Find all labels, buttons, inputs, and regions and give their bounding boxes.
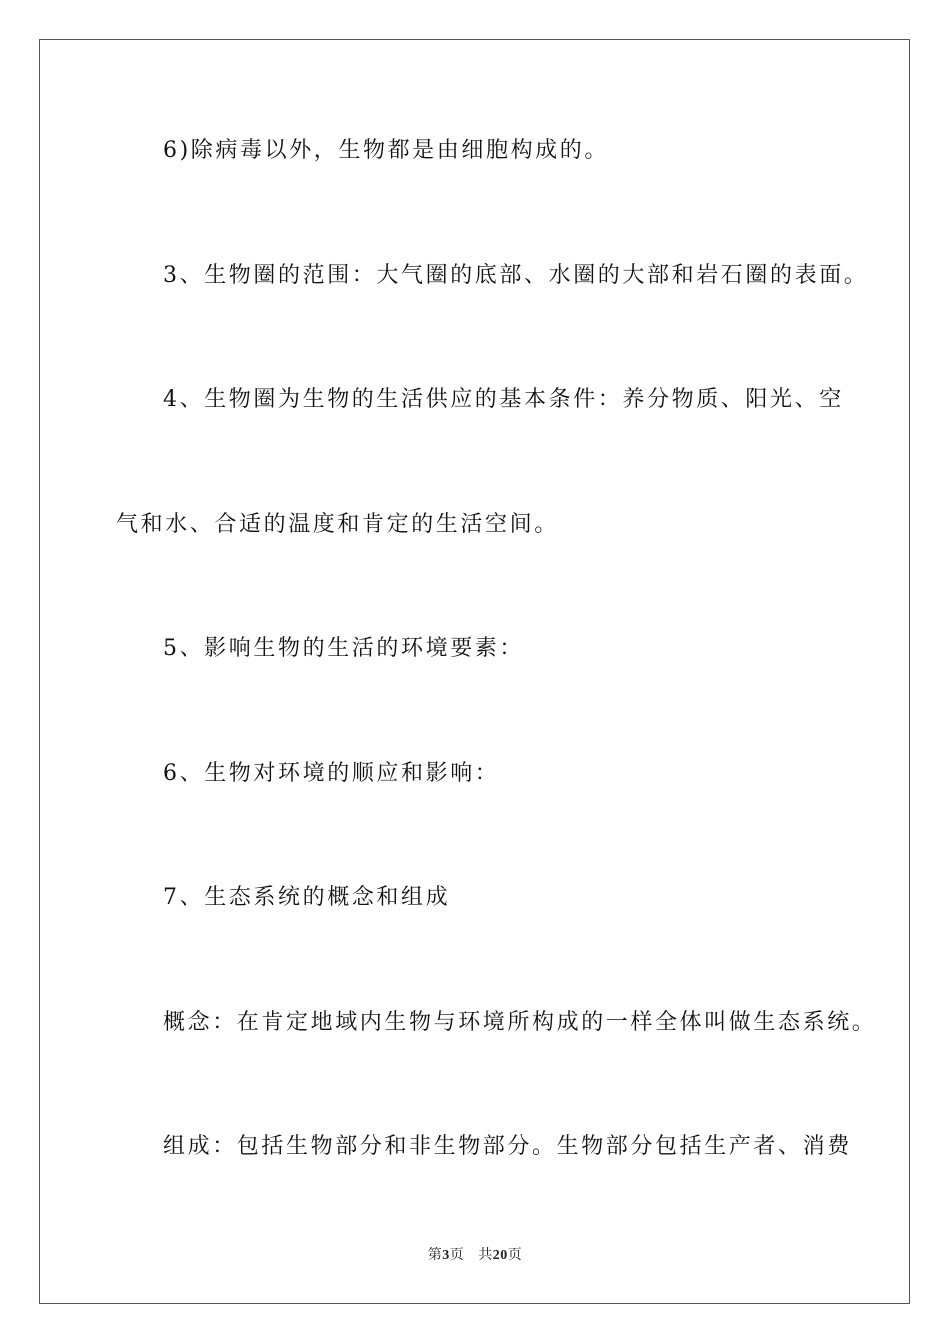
text-line-8: 概念：在肯定地域内生物与环境所构成的一样全体叫做生态系统。	[163, 1010, 877, 1035]
page-footer	[0, 1244, 950, 1264]
text-line-9: 组成：包括生物部分和非生物部分。生物部分包括生产者、消费	[163, 1134, 852, 1159]
footer-total-prefix: 共	[478, 1248, 493, 1263]
text-line-1: 6)除病毒以外，生物都是由细胞构成的。	[163, 138, 609, 163]
text-line-7: 7、生态系统的概念和组成	[163, 885, 451, 910]
text-line-3: 4、生物圈为生物的生活供应的基本条件：养分物质、阳光、空	[163, 387, 844, 412]
text-line-6: 6、生物对环境的顺应和影响：	[163, 761, 500, 786]
footer-total-suffix: 页	[507, 1248, 523, 1263]
text-line-5: 5、影响生物的生活的环境要素：	[163, 636, 524, 661]
footer-page-suffix: 页	[449, 1248, 465, 1263]
text-line-2: 3、生物圈的范围：大气圈的底部、水圈的大部和岩石圈的表面。	[163, 263, 869, 288]
page-border	[39, 39, 910, 1304]
footer-page-prefix: 第	[427, 1248, 443, 1263]
footer-page-number: 3	[442, 1248, 450, 1263]
footer-total-number: 20	[492, 1248, 508, 1263]
text-line-4: 气和水、合适的温度和肯定的生活空间。	[116, 512, 559, 537]
